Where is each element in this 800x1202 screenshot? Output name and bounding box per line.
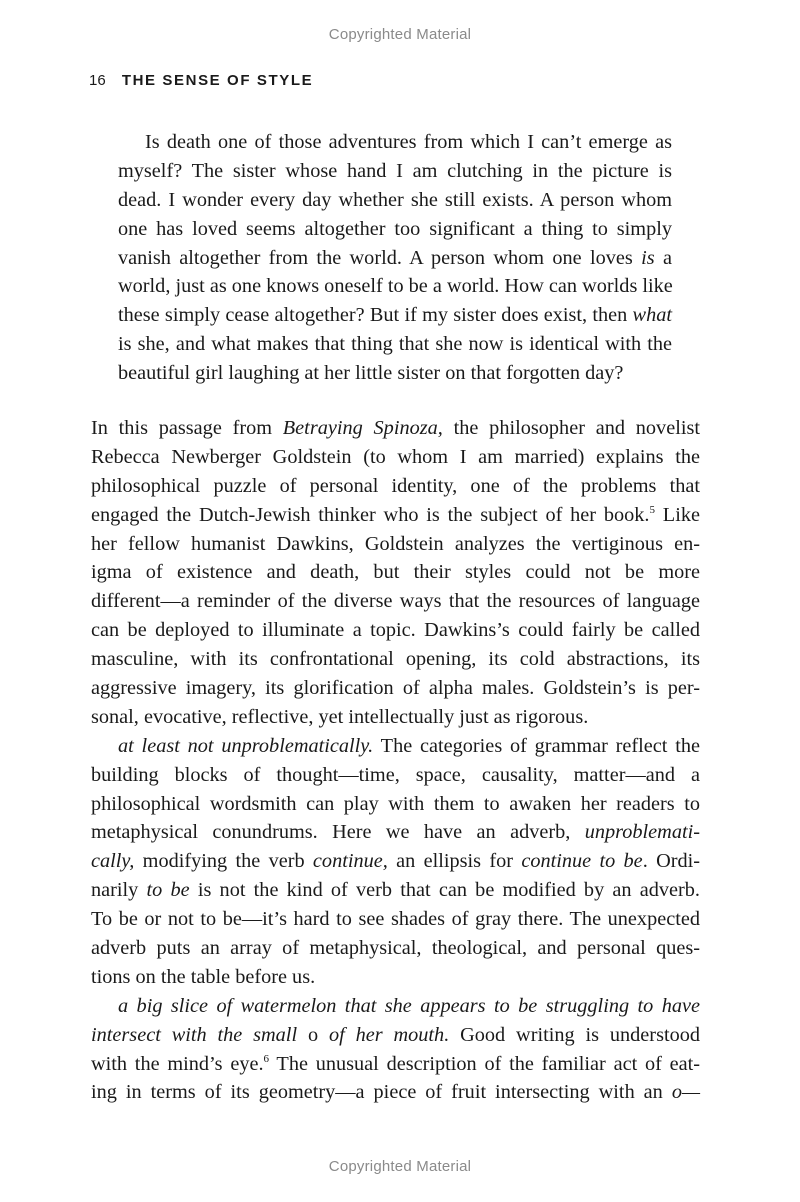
text-line: at least not unproblematically. The categories of grammar reflect the (118, 734, 701, 757)
text-line: philosophical puzzle of personal identity, one of the problems that (91, 474, 700, 497)
quote-line: Is death one of those adventures from which I can’t emerge as (145, 131, 672, 153)
book-title: THE SENSE OF STYLE (121, 72, 314, 89)
quote-line: dead. I wonder every day whether she still exists. A person whom (118, 188, 672, 211)
page-number: 16 (89, 72, 106, 89)
emphasis: is (641, 246, 655, 269)
paragraph (91, 414, 700, 732)
text-line: philosophical wordsmith can play with them to awaken her readers to (91, 792, 700, 815)
text-line: aggressive imagery, its glorification of alpha males. Goldstein’s is per- (91, 677, 700, 700)
text-line: with the mind’s eye.$^6$ The unusual description of the familiar act of eat- (91, 1052, 701, 1075)
body-text (91, 414, 700, 1107)
quote-line: myself? The sister whose hand I am clutching in the picture is (118, 159, 672, 182)
text-line: ing in terms of its geometry—a piece of fruit intersecting with an o— (91, 1081, 700, 1104)
quoted-phrase: at least not unproblematically. (118, 734, 374, 757)
quote-line: vanish altogether from the world. A person whom one loves is a (118, 246, 672, 269)
copyright-watermark-top: Copyrighted Material (328, 26, 472, 43)
quote-line: these simply cease altogether? But if my sister does exist, then what (118, 304, 672, 327)
quoted-phrase: a big slice of watermelon that she appears to be struggling to have (118, 994, 700, 1017)
text-line: masculine, with its confrontational opening, its cold abstractions, its (91, 648, 700, 671)
text-line: can be deployed to illuminate a topic. Dawkins’s could fairly be called (91, 619, 700, 642)
text-line: sonal, evocative, reflective, yet intellectually just as rigorous. (91, 705, 589, 728)
text-line: narily to be is not the kind of verb that can be modified by an adverb. (91, 879, 700, 902)
block-quote (118, 128, 672, 388)
book-title-italic: Betraying Spinoza, (282, 417, 443, 439)
text-line: In this passage from Betraying Spinoza, the philosopher and novelist (91, 417, 700, 439)
text-line: different—a reminder of the diverse ways that the resources of language (91, 590, 700, 613)
copyright-watermark-bottom: Copyrighted Material (328, 1158, 472, 1175)
footnote-ref-5[interactable]: 5 (649, 503, 655, 516)
emphasis: what (632, 304, 672, 327)
quote-line: is she, and what makes that thing that she now is identical with the (118, 333, 672, 356)
footnote-ref-6[interactable]: 6 (263, 1052, 270, 1065)
text-line: Rebecca Newberger Goldstein (to whom I am married) explains the (91, 445, 700, 468)
text-line: metaphysical conundrums. Here we have an adverb, unproblemati- (91, 821, 700, 844)
text-line: her fellow humanist Dawkins, Goldstein analyzes the vertiginous en- (91, 532, 700, 555)
text-line: igma of existence and death, but their styles could not be more (91, 561, 700, 584)
paragraph (91, 732, 700, 992)
quote-line: world, just as one knows oneself to be a world. How can worlds like (118, 275, 673, 298)
quote-line: one has loved seems altogether too significant a thing to simply (118, 217, 672, 240)
text-line: cally, modifying the verb continue, an ellipsis for continue to be. Ordi- (91, 850, 700, 873)
text-line: building blocks of thought—time, space, causality, matter—and a (91, 763, 700, 786)
text-line: engaged the Dutch-Jewish thinker who is the subject of her book.$^5$ Like (91, 503, 700, 526)
running-head (89, 72, 313, 89)
text-line: tions on the table before us. (91, 965, 316, 988)
quote-line: beautiful girl laughing at her little sister on that forgotten day? (118, 362, 624, 385)
paragraph (91, 992, 700, 1108)
text-line: adverb puts an array of metaphysical, theological, and personal ques- (91, 937, 700, 960)
text-line: intersect with the small o of her mouth. Good writing is understood (91, 1023, 701, 1046)
text-line (91, 992, 700, 1021)
text-line: To be or not to be—it’s hard to see shades of gray there. The unexpected (91, 908, 700, 931)
